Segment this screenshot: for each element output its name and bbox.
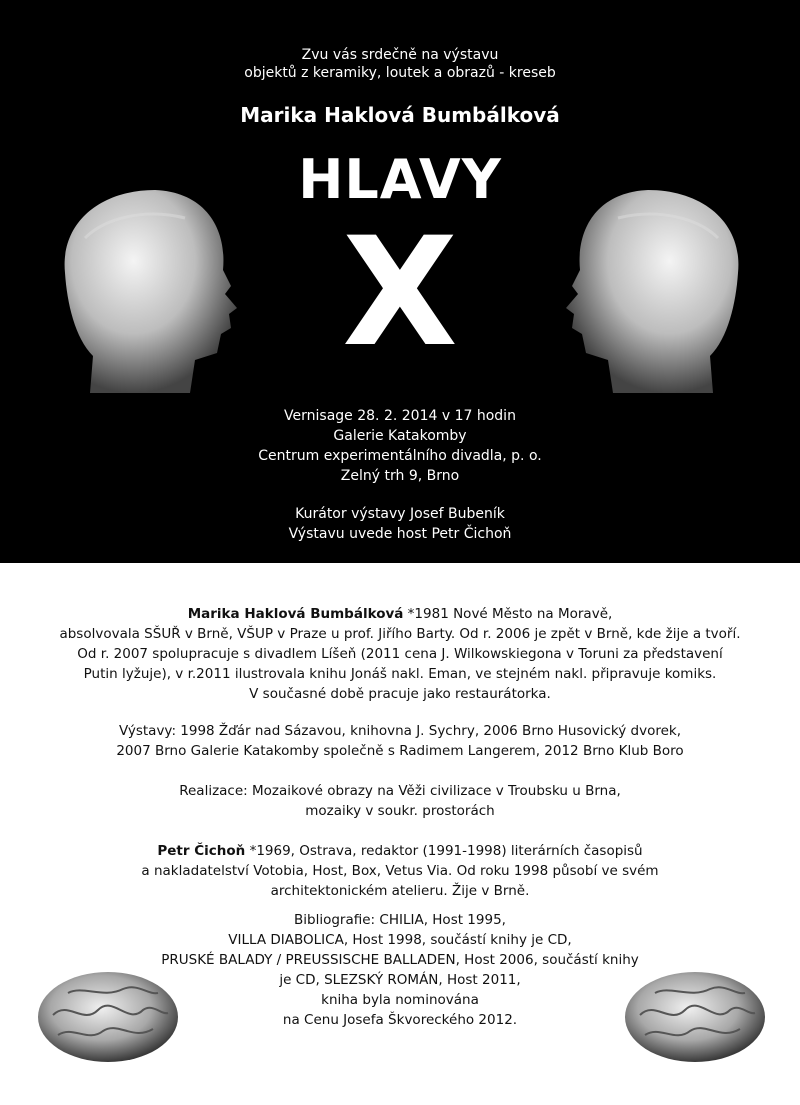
invitation-text: [0, 46, 800, 82]
petr-name: Petr Čichoň: [157, 843, 246, 859]
ceramic-head-left-image: [45, 178, 245, 398]
bibliography-line: Bibliografie: CHILIA, Host 1995,: [294, 912, 506, 928]
petr-birth: *1969, Ostrava, redaktor (1991-1998) literárních časopisů: [245, 843, 643, 859]
bibliography-line: je CD, SLEZSKÝ ROMÁN, Host 2011,: [279, 972, 521, 988]
address: Zelný trh 9, Brno: [340, 468, 460, 484]
petr-bio: [40, 841, 760, 901]
bibliography-line: kniha byla nominována: [321, 992, 479, 1008]
ceramic-head-right-image: [558, 178, 758, 398]
gallery-name: Galerie Katakomby: [333, 428, 467, 444]
bibliography-line: na Cenu Josefa Škvoreckého 2012.: [282, 1012, 518, 1028]
marika-bio-line-5: V současné době pracuje jako restaurátorka.: [249, 686, 551, 702]
artist-name: Marika Haklová Bumbálková: [240, 103, 560, 127]
host-line: Výstavu uvede host Petr Čichoň: [288, 526, 512, 542]
ceramic-brain-right-image: [620, 965, 770, 1065]
exhibition-title: HLAVY: [298, 148, 502, 211]
marika-bio-line-3: Od r. 2007 spolupracuje s divadlem Líšeň (2011 cena J. Wilkowskiegona v Toruni za představení: [77, 646, 723, 662]
realizations-line-1: Realizace: Mozaikové obrazy na Věži civilizace v Troubsku u Brna,: [179, 783, 621, 799]
marika-bio-line-4: Putin lyžuje), v r.2011 ilustrovala knihu Jonáš nakl. Eman, ve stejném nakl. připravuje komiks.: [83, 666, 717, 682]
ceramic-brain-left-image: [33, 965, 183, 1065]
marika-birth: *1981 Nové Město na Moravě,: [403, 606, 613, 622]
curator-line: Kurátor výstavy Josef Bubeník: [295, 506, 505, 522]
invitation-line-2: objektů z keramiky, loutek a obrazů - kreseb: [244, 65, 556, 81]
event-info: [0, 406, 800, 486]
center-name: Centrum experimentálního divadla, p. o.: [258, 448, 542, 464]
realizations-line-2: mozaiky v soukr. prostorách: [305, 803, 495, 819]
exhibitions: [40, 721, 760, 761]
credits: [0, 504, 800, 544]
petr-bio-line-2: a nakladatelství Votobia, Host, Box, Vetus Via. Od roku 1998 působí ve svém: [141, 863, 659, 879]
bibliography-line: VILLA DIABOLICA, Host 1998, součástí knihy je CD,: [228, 932, 572, 948]
realizations: [40, 781, 760, 821]
marika-bio-line-2: absolvovala SŠUŘ v Brně, VŠUP v Praze u prof. Jiřího Barty. Od r. 2006 je zpět v Brně, kde žije a tvoří.: [59, 626, 741, 642]
petr-bio-line-3: architektonickém atelieru. Žije v Brně.: [270, 883, 530, 899]
invitation-line-1: Zvu vás srdečně na výstavu: [301, 47, 499, 63]
exhibitions-line-1: Výstavy: 1998 Žďár nad Sázavou, knihovna J. Sychry, 2006 Brno Husovický dvorek,: [118, 723, 682, 739]
petr-bio-line-1: [40, 841, 760, 861]
big-x-letter: X: [342, 206, 458, 380]
marika-bio-line-1: [40, 604, 760, 624]
exhibitions-line-2: 2007 Brno Galerie Katakomby společně s Radimem Langerem, 2012 Brno Klub Boro: [116, 743, 684, 759]
bibliography-line: PRUSKÉ BALADY / PREUSSISCHE BALLADEN, Host 2006, součástí knihy: [161, 952, 639, 968]
vernisage-date: Vernisage 28. 2. 2014 v 17 hodin: [284, 408, 516, 424]
marika-bio: [40, 604, 760, 704]
marika-name: Marika Haklová Bumbálková: [187, 606, 404, 622]
